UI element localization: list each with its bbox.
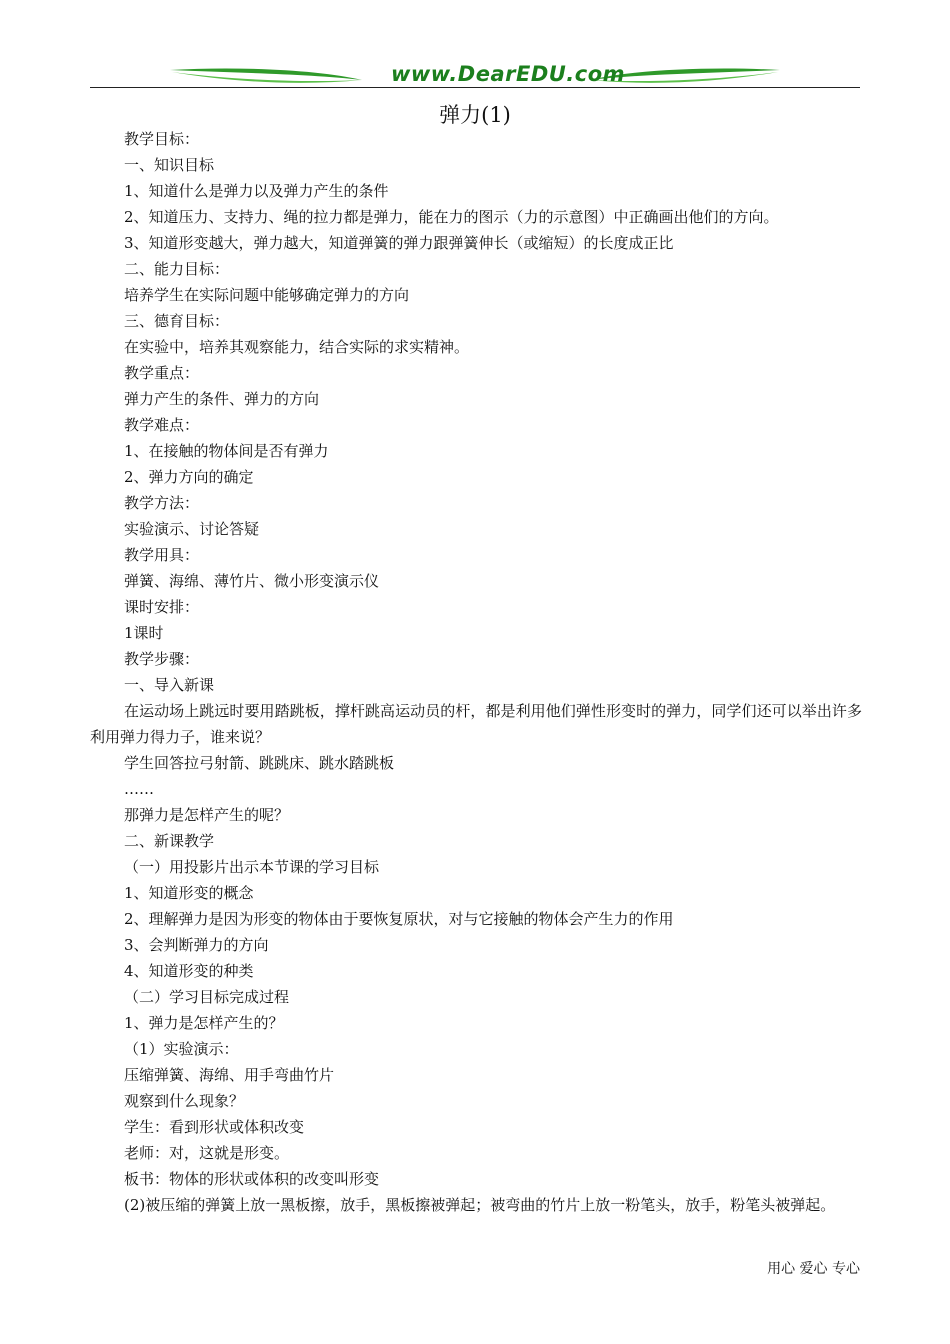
text-line: 2、理解弹力是因为形变的物体由于要恢复原状，对与它接触的物体会产生力的作用 <box>124 910 674 928</box>
text-line: 3、知道形变越大，弹力越大，知道弹簧的弹力跟弹簧伸长（或缩短）的长度成正比 <box>124 234 674 252</box>
text-line: 二、能力目标： <box>124 260 230 278</box>
text-line: 弹力产生的条件、弹力的方向 <box>124 390 320 408</box>
text-line: 二、新课教学 <box>124 832 215 850</box>
paragraph: (2)被压缩的弹簧上放一黑板擦，放手，黑板擦被弹起；被弯曲的竹片上放一粉笔头，放手，粉笔头被弹起。 <box>124 1196 836 1214</box>
text-line: 1、知道形变的概念 <box>124 884 254 902</box>
text-line: 3、会判断弹力的方向 <box>124 936 269 954</box>
text-line: …… <box>124 780 154 798</box>
text-line: 在实验中，培养其观察能力，结合实际的求实精神。 <box>124 338 470 356</box>
text-line: 老师：对，这就是形变。 <box>124 1144 290 1162</box>
site-logo[interactable]: www.DearEDU.com <box>390 62 626 86</box>
text-line: 学生回答拉弓射箭、跳跳床、跳水踏跳板 <box>124 754 395 772</box>
paragraph: 在运动场上跳远时要用踏跳板，撑杆跳高运动员的杆，都是利用他们弹性形变时的弹力，同学们还可以举出许多利用弹力得力子，谁来说？ <box>90 702 862 746</box>
page-footer: 用心 爱心 专心 <box>767 1261 860 1277</box>
text-line: 一、导入新课 <box>124 676 215 694</box>
text-line: 教学目标： <box>124 130 200 148</box>
text-line: 弹簧、海绵、薄竹片、微小形变演示仪 <box>124 572 380 590</box>
text-line: 教学难点： <box>124 416 200 434</box>
text-line: 教学步骤： <box>124 650 200 668</box>
text-line: （1）实验演示： <box>124 1040 239 1058</box>
text-line: 压缩弹簧、海绵、用手弯曲竹片 <box>124 1066 335 1084</box>
text-line: 板书：物体的形状或体积的改变叫形变 <box>124 1170 380 1188</box>
text-line: 1、弹力是怎样产生的？ <box>124 1014 284 1032</box>
header-rule <box>90 87 860 88</box>
text-line: 培养学生在实际问题中能够确定弹力的方向 <box>124 286 410 304</box>
text-line: 实验演示、讨论答疑 <box>124 520 260 538</box>
text-line: 那弹力是怎样产生的呢？ <box>124 806 290 824</box>
text-line: 三、德育目标： <box>124 312 230 330</box>
text-line: 观察到什么现象？ <box>124 1092 245 1110</box>
text-line: 1、知道什么是弹力以及弹力产生的条件 <box>124 182 389 200</box>
text-line: 教学重点： <box>124 364 200 382</box>
text-line: 教学方法： <box>124 494 200 512</box>
text-line: 1课时 <box>124 624 164 642</box>
text-line: 教学用具： <box>124 546 200 564</box>
text-line: 2、弹力方向的确定 <box>124 468 254 486</box>
text-line: 2、知道压力、支持力、绳的拉力都是弹力，能在力的图示（力的示意图）中正确画出他们的方向。 <box>124 208 779 226</box>
text-line: 1、在接触的物体间是否有弹力 <box>124 442 329 460</box>
text-line: （一）用投影片出示本节课的学习目标 <box>124 858 380 876</box>
text-line: （二）学习目标完成过程 <box>124 988 290 1006</box>
document-title: 弹力(1) <box>439 103 511 127</box>
text-line: 4、知道形变的种类 <box>124 962 254 980</box>
text-line: 一、知识目标 <box>124 156 215 174</box>
document-body <box>90 126 862 1218</box>
text-line: 课时安排： <box>124 598 200 616</box>
text-line: 学生：看到形状或体积改变 <box>124 1118 305 1136</box>
